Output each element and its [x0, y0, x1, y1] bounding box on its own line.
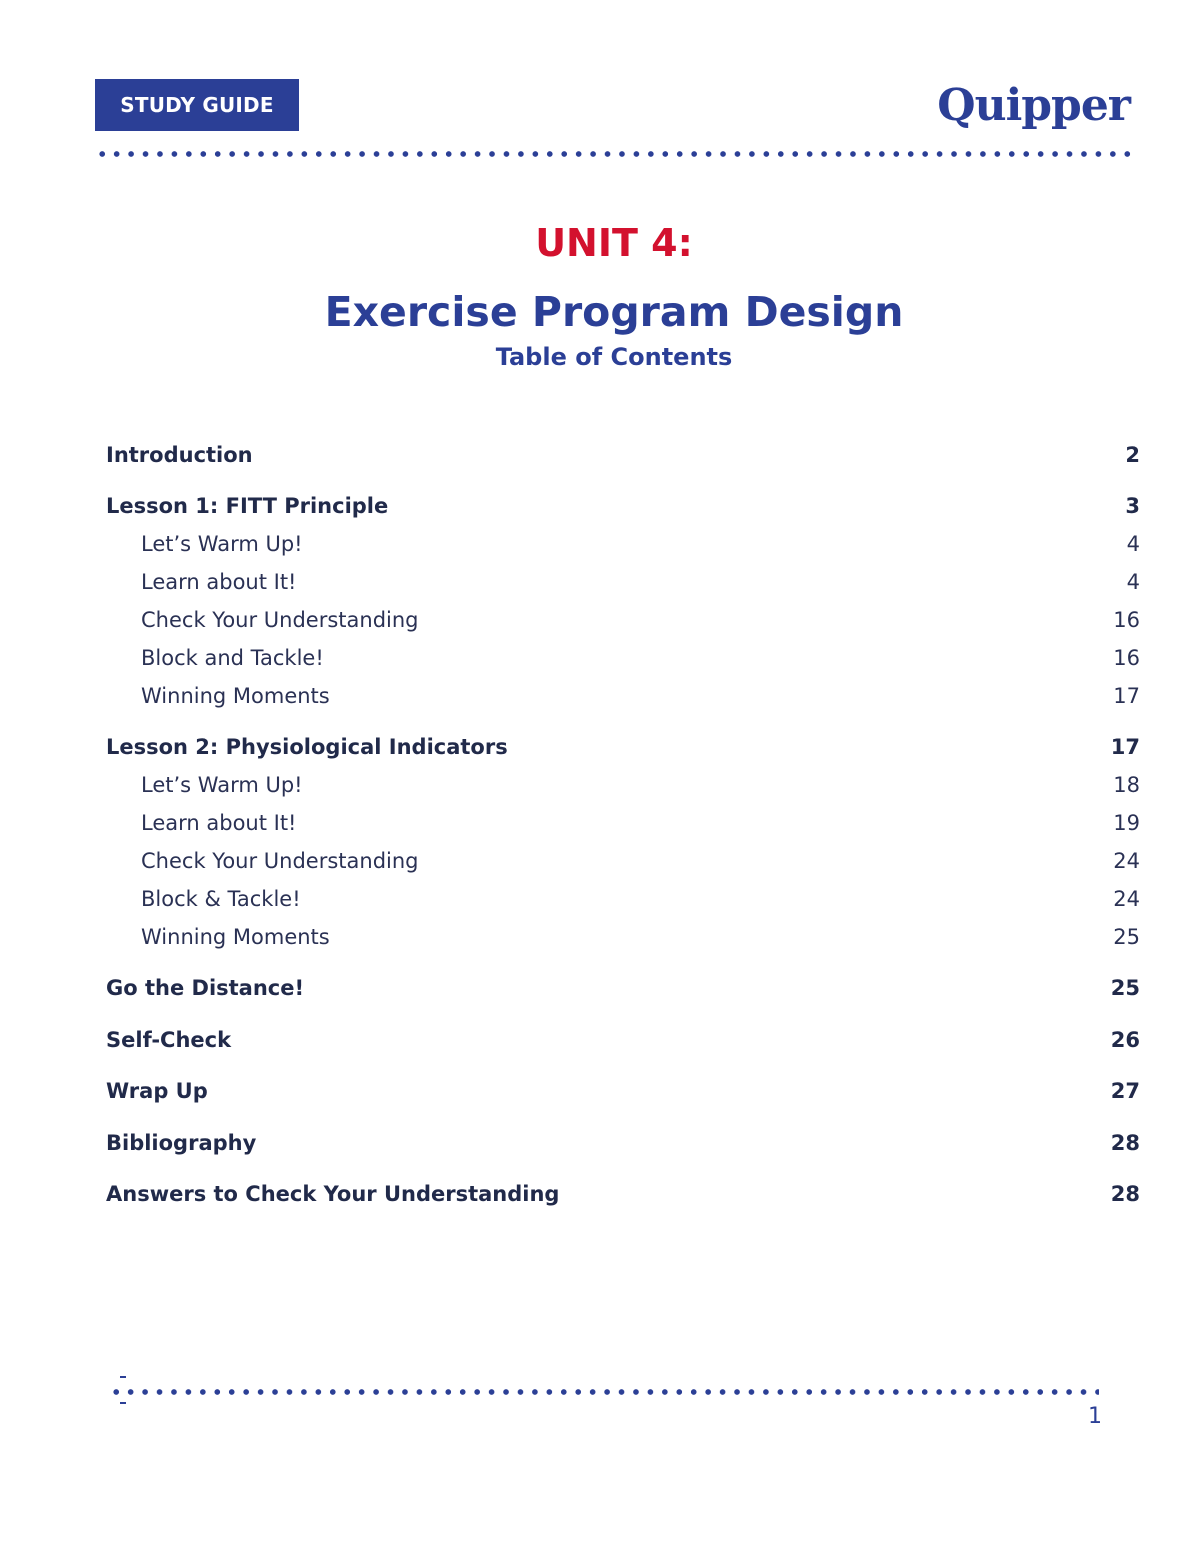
- toc-entry-label: Lesson 2: Physiological Indicators: [106, 735, 508, 759]
- toc-entry-label: Wrap Up: [106, 1079, 208, 1103]
- toc-entry-label: Let’s Warm Up!: [141, 532, 303, 556]
- toc-entry-label: Let’s Warm Up!: [141, 773, 303, 797]
- bottom-dotted-divider: [109, 1389, 1099, 1395]
- toc-entry-label: Self-Check: [106, 1028, 232, 1052]
- page-number: 1: [1088, 1404, 1102, 1429]
- toc-entry-page: 3: [1125, 494, 1140, 518]
- toc-entry-label: Go the Distance!: [106, 976, 305, 1000]
- toc-entry-label: Block and Tackle!: [141, 646, 324, 670]
- toc-entry-l2-learn-about-it[interactable]: [106, 808, 1140, 838]
- toc-heading: Table of Contents: [495, 343, 733, 371]
- toc-entry-page: 24: [1113, 887, 1140, 911]
- study-guide-badge: [95, 79, 299, 131]
- toc-entry-page: 27: [1110, 1079, 1140, 1103]
- toc-entry-l2-winning-moments[interactable]: [106, 922, 1140, 952]
- toc-entry-go-the-distance[interactable]: [106, 973, 1140, 1003]
- toc-entry-label: Learn about It!: [141, 570, 297, 594]
- toc-entry-label: Bibliography: [106, 1131, 257, 1155]
- footer-corner-mark: [120, 1402, 126, 1404]
- toc-entry-label: Answers to Check Your Understanding: [106, 1182, 560, 1206]
- toc-entry-label: Winning Moments: [141, 925, 330, 949]
- toc-entry-l2-check-understanding[interactable]: [106, 846, 1140, 876]
- toc-entry-wrap-up[interactable]: [106, 1076, 1140, 1106]
- page-title: Exercise Program Design: [324, 288, 904, 336]
- toc-entry-answers[interactable]: [106, 1179, 1140, 1209]
- toc-entry-page: 17: [1110, 735, 1140, 759]
- toc-entry-label: Check Your Understanding: [141, 608, 419, 632]
- toc-entry-page: 19: [1113, 811, 1140, 835]
- toc-entry-l1-winning-moments[interactable]: [106, 681, 1140, 711]
- toc-entry-l1-warm-up[interactable]: [106, 529, 1140, 559]
- toc-entry-page: 25: [1113, 925, 1140, 949]
- toc-entry-label: Check Your Understanding: [141, 849, 419, 873]
- toc-entry-page: 28: [1110, 1131, 1140, 1155]
- toc-entry-page: 28: [1110, 1182, 1140, 1206]
- toc-entry-lesson-2[interactable]: [106, 732, 1140, 762]
- toc-entry-label: Block & Tackle!: [141, 887, 301, 911]
- toc-entry-page: 26: [1110, 1028, 1140, 1052]
- study-guide-label: STUDY GUIDE: [120, 93, 274, 117]
- toc-entry-l1-check-understanding[interactable]: [106, 605, 1140, 635]
- toc-entry-page: 2: [1125, 443, 1140, 467]
- toc-entry-page: 25: [1110, 976, 1140, 1000]
- toc-entry-label: Learn about It!: [141, 811, 297, 835]
- top-dotted-divider: [95, 151, 1133, 157]
- toc-entry-page: 16: [1113, 608, 1140, 632]
- toc-entry-label: Introduction: [106, 443, 253, 467]
- toc-entry-lesson-1[interactable]: [106, 491, 1140, 521]
- toc-entry-page: 4: [1126, 570, 1140, 594]
- toc-entry-bibliography[interactable]: [106, 1128, 1140, 1158]
- toc-entry-page: 18: [1113, 773, 1140, 797]
- toc-entry-page: 4: [1126, 532, 1140, 556]
- toc-entry-label: Lesson 1: FITT Principle: [106, 494, 389, 518]
- toc-entry-page: 17: [1113, 684, 1140, 708]
- toc-entry-page: 16: [1113, 646, 1140, 670]
- toc-entry-introduction[interactable]: [106, 440, 1140, 470]
- toc-entry-l2-warm-up[interactable]: [106, 770, 1140, 800]
- toc-entry-label: Winning Moments: [141, 684, 330, 708]
- toc-entry-l2-block-and-tackle[interactable]: [106, 884, 1140, 914]
- quipper-logo: Quipper: [937, 80, 1130, 131]
- unit-heading: UNIT 4:: [535, 221, 693, 265]
- footer-corner-mark: [120, 1376, 126, 1378]
- toc-entry-self-check[interactable]: [106, 1025, 1140, 1055]
- toc-entry-l1-block-and-tackle[interactable]: [106, 643, 1140, 673]
- toc-entry-l1-learn-about-it[interactable]: [106, 567, 1140, 597]
- toc-entry-page: 24: [1113, 849, 1140, 873]
